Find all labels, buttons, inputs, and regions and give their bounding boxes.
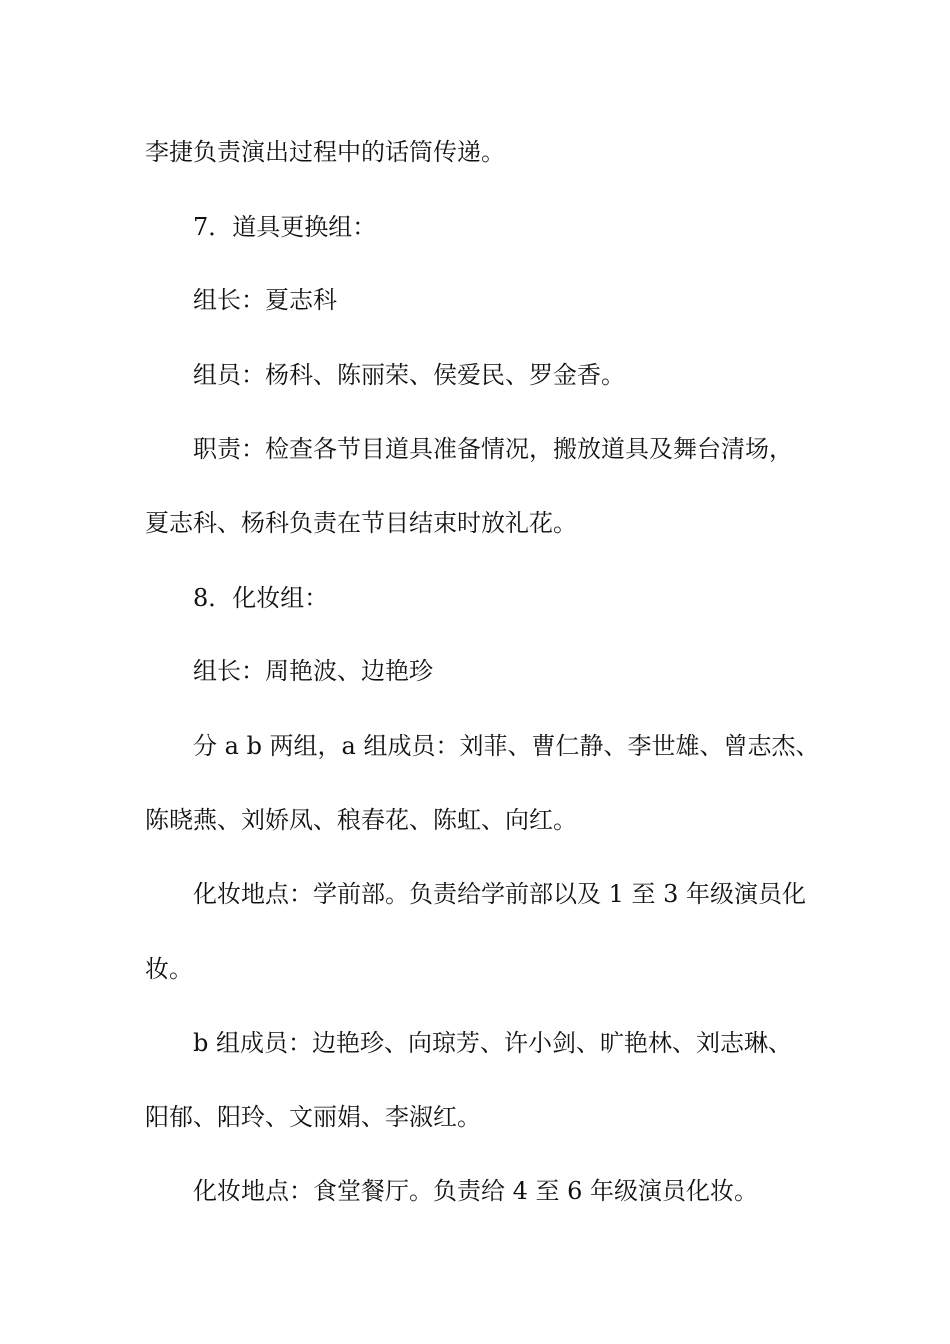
text-line-group-b-location: 化妆地点：食堂餐厅。负责给 4 至 6 年级演员化妆。 xyxy=(193,1177,759,1205)
text-line-group-b-cont: 阳郁、阳玲、文丽娟、李淑红。 xyxy=(145,1103,481,1131)
text-line-props-members: 组员：杨科、陈丽荣、侯爱民、罗金香。 xyxy=(193,361,625,389)
text-line-group-a-cont: 陈晓燕、刘娇凤、稂春花、陈虹、向红。 xyxy=(145,806,577,834)
section-heading-props: 7．道具更换组： xyxy=(193,213,377,241)
text-line-props-leader: 组长：夏志科 xyxy=(193,286,337,314)
text-line-props-duty-cont: 夏志科、杨科负责在节目结束时放礼花。 xyxy=(145,509,577,537)
section-heading-makeup: 8．化妆组： xyxy=(193,584,329,612)
text-line-makeup-leader: 组长：周艳波、边艳珍 xyxy=(193,657,433,685)
text-line-mic-duty: 李捷负责演出过程中的话筒传递。 xyxy=(145,138,505,166)
text-line-makeup-groups: 分 a b 两组，a 组成员：刘菲、曹仁静、李世雄、曾志杰、 xyxy=(193,732,820,760)
text-line-group-a-loc-cont: 妆。 xyxy=(145,955,193,983)
text-line-group-b-members: b 组成员：边艳珍、向琼芳、许小剑、旷艳林、刘志琳、 xyxy=(193,1029,792,1057)
text-line-group-a-location: 化妆地点：学前部。负责给学前部以及 1 至 3 年级演员化 xyxy=(193,880,807,908)
text-line-props-duty: 职责：检查各节目道具准备情况，搬放道具及舞台清场， xyxy=(193,435,793,463)
